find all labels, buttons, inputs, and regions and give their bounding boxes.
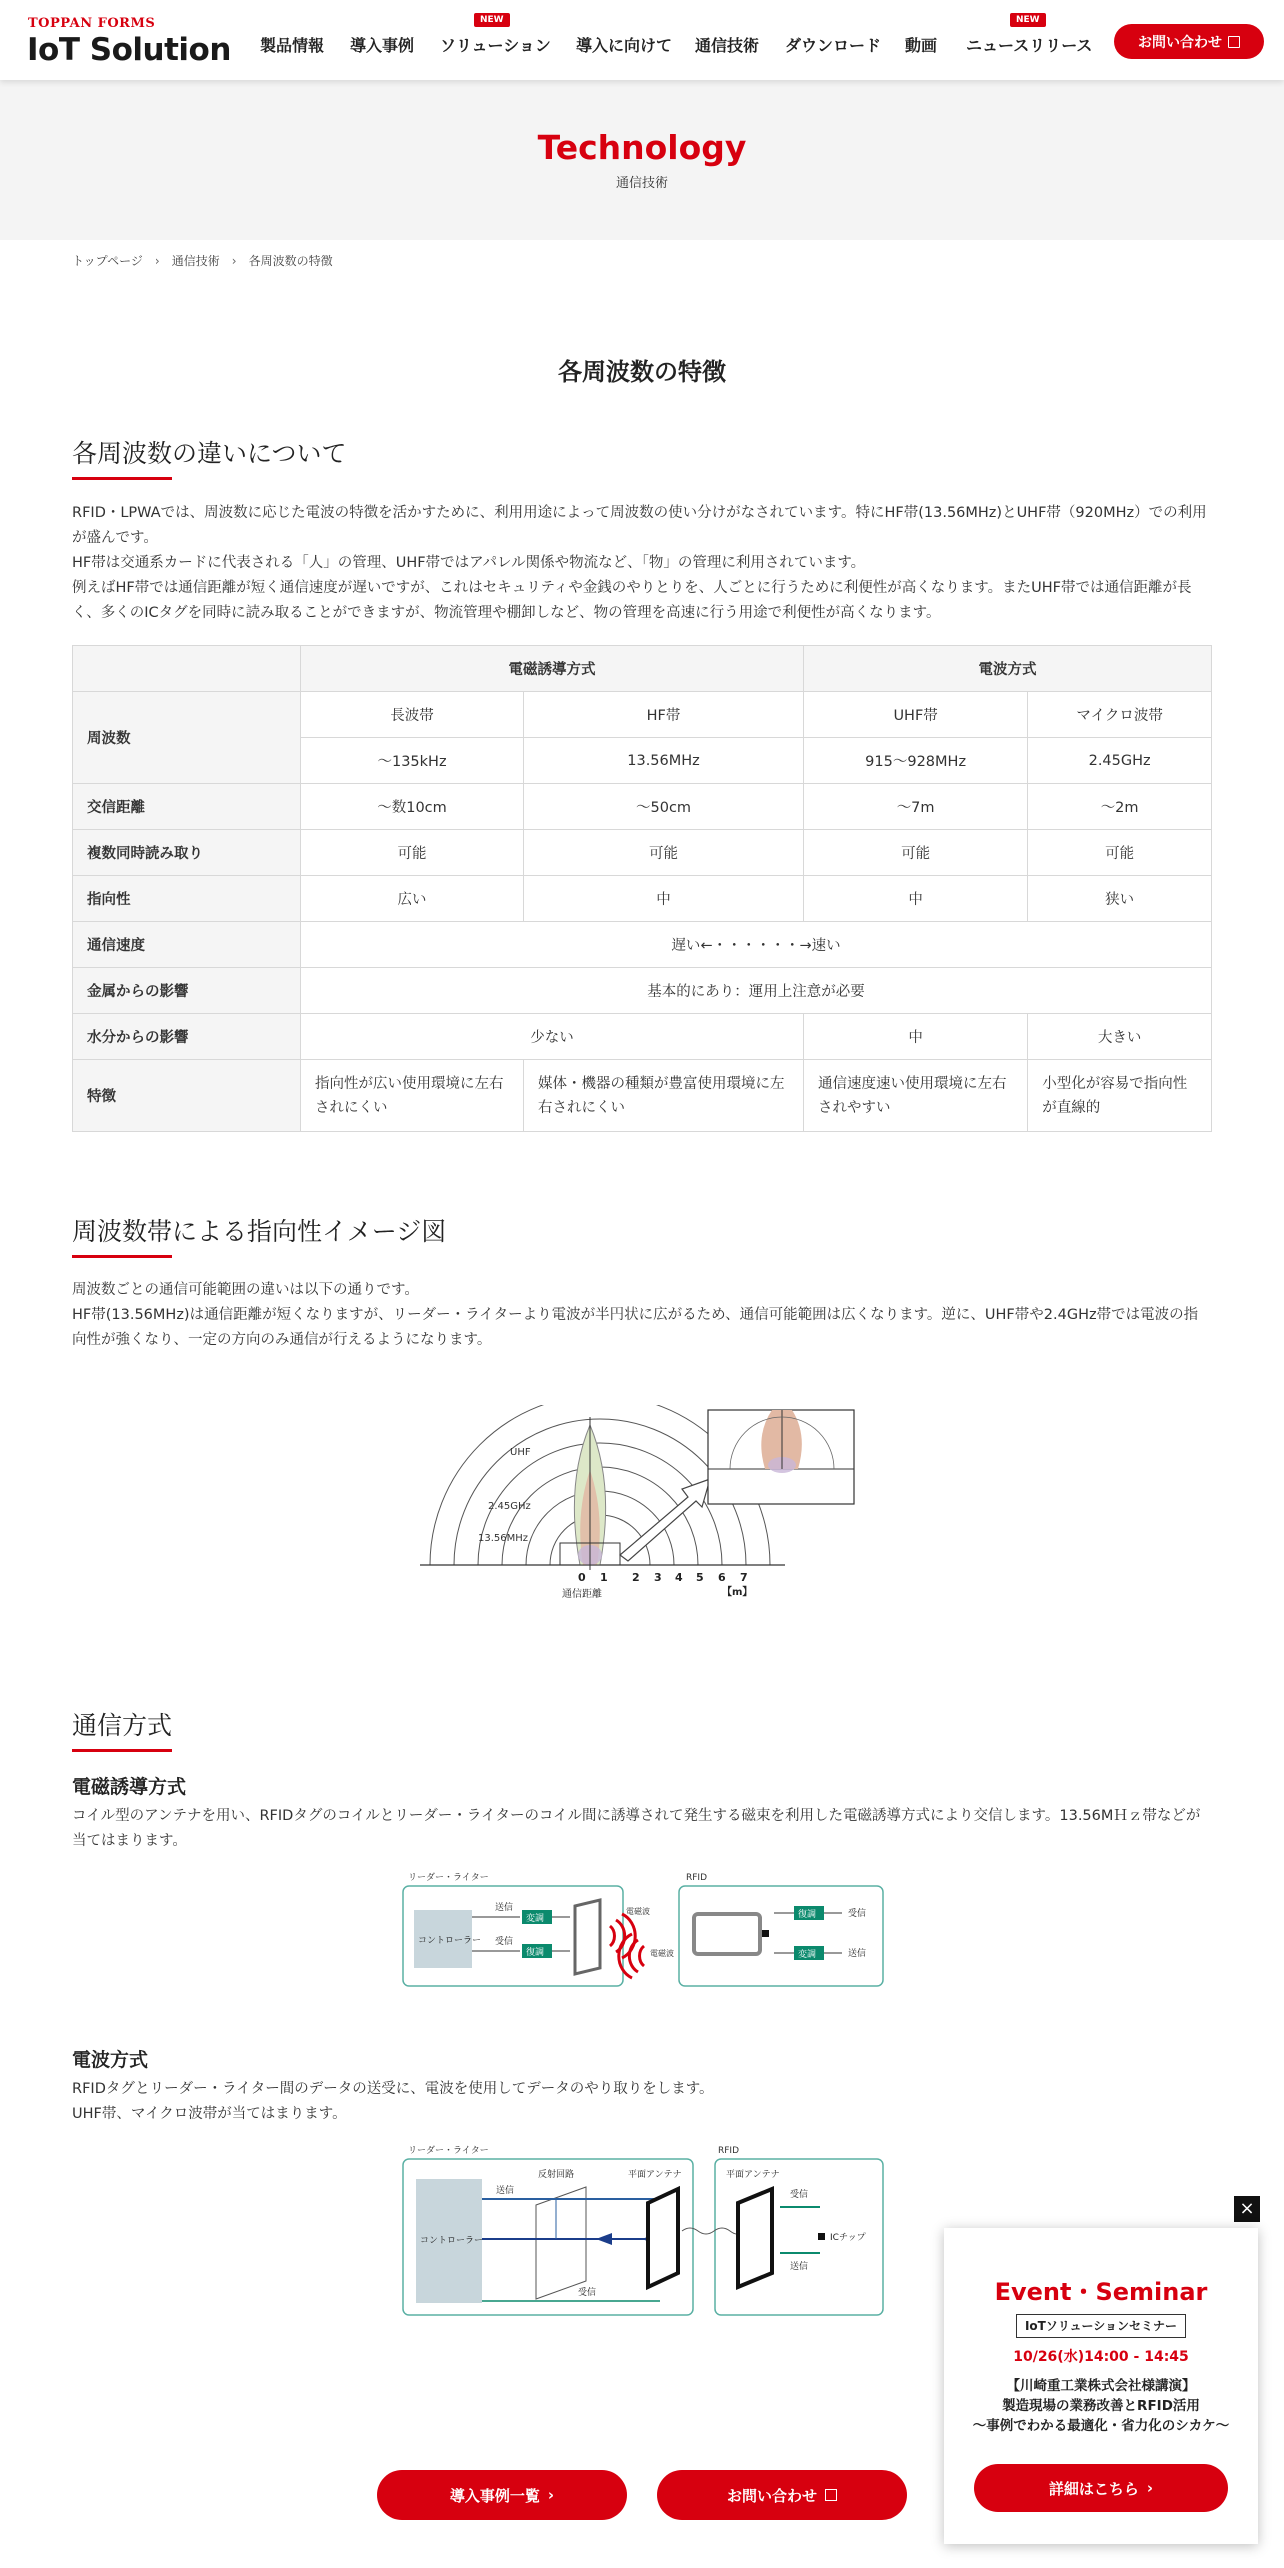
label-reader: リーダー・ライター bbox=[408, 2146, 489, 2156]
nav-technology[interactable]: 通信技術 bbox=[695, 36, 760, 55]
event-badge: IoTソリューションセミナー bbox=[1016, 2314, 1186, 2338]
case-list-label: 導入事例一覧 bbox=[449, 2486, 540, 2505]
paragraph-3: 例えばHF帯では通信距離が短く通信速度が遅いですが、これはセキュリティや金銭のやりとりを、人ごとに行うために利便性が高くなります。またUHF帯では通信距離が長く、多くのICタグを同時に読み取ることができますが、物流管理や棚卸しなど、物の管理を高速に行う用途で利便性が高くなります。 bbox=[72, 580, 1192, 621]
header-contact-button[interactable] bbox=[1114, 24, 1264, 59]
row-header-multi-read: 複数同時読み取り bbox=[73, 830, 301, 876]
event-title: Event・Seminar bbox=[994, 2278, 1208, 2306]
paragraph-1: 周波数ごとの通信可能範囲の違いは以下の通りです。 bbox=[72, 1282, 419, 1298]
nav-solutions[interactable]: ソリューション bbox=[440, 36, 551, 55]
window-icon bbox=[825, 2489, 837, 2501]
footer-contact-button[interactable] bbox=[657, 2470, 907, 2520]
breadcrumb-technology[interactable]: 通信技術 bbox=[171, 254, 220, 268]
label-245ghz: 2.45GHz bbox=[488, 1501, 531, 1512]
table-row bbox=[73, 968, 1212, 1014]
table-cell: 〜2m bbox=[1028, 784, 1212, 830]
table-cell: 可能 bbox=[524, 830, 804, 876]
row-header-directivity: 指向性 bbox=[73, 876, 301, 922]
event-description bbox=[964, 2376, 1238, 2436]
brand-top[interactable]: TOPPAN FORMS bbox=[28, 16, 156, 31]
label-mod: 変調 bbox=[798, 1950, 817, 1960]
label-recv: 受信 bbox=[848, 1909, 867, 1919]
table-row bbox=[73, 876, 1212, 922]
tick-label: 2 bbox=[632, 1571, 640, 1584]
directivity-diagram bbox=[420, 1405, 860, 1605]
tick-label: 0 bbox=[578, 1571, 586, 1584]
table-cell: 〜数10cm bbox=[301, 784, 524, 830]
label-recv: 受信 bbox=[790, 2190, 809, 2200]
table-row bbox=[73, 1060, 1212, 1132]
paragraph-2: UHF帯、マイクロ波帯が当てはまります。 bbox=[72, 2106, 347, 2122]
table-cell: 広い bbox=[301, 876, 524, 922]
row-header-speed: 通信速度 bbox=[73, 922, 301, 968]
row-header-features: 特徴 bbox=[73, 1060, 301, 1132]
nav-cases[interactable]: 導入事例 bbox=[350, 36, 415, 55]
row-header-frequency: 周波数 bbox=[73, 692, 301, 784]
section2-paragraph bbox=[72, 1278, 1212, 1353]
table-cell: 可能 bbox=[301, 830, 524, 876]
window-icon bbox=[1228, 36, 1240, 48]
table-cell: 基本的にあり：運用上注意が必要 bbox=[301, 968, 1212, 1014]
table-cell: 媒体・機器の種類が豊富使用環境に左右されにくい bbox=[524, 1060, 804, 1132]
hero-subtitle: 通信技術 bbox=[615, 176, 668, 191]
event-line-1: 【川崎重工業株式会社様講演】 bbox=[1006, 2378, 1196, 2394]
brand-logo[interactable]: IoT Solution bbox=[27, 32, 231, 68]
tick-label: 7 bbox=[740, 1571, 748, 1584]
label-em-wave: 電磁波 bbox=[626, 1907, 650, 1916]
group-em-induction: 電磁誘導方式 bbox=[301, 646, 804, 692]
label-recv: 受信 bbox=[495, 1937, 514, 1947]
unit-label: 【m】 bbox=[722, 1587, 753, 1598]
event-line-3: 〜事例でわかる最適化・省力化のシカケ〜 bbox=[972, 2418, 1230, 2434]
footer-contact-label: お問い合わせ bbox=[726, 2486, 817, 2505]
radio-paragraph bbox=[72, 2077, 1212, 2127]
label-uhf: UHF bbox=[510, 1447, 531, 1458]
subsection-radio: 電波方式 bbox=[72, 2049, 149, 2071]
page-title: 各周波数の特徴 bbox=[558, 358, 726, 386]
label-demod: 復調 bbox=[798, 1910, 817, 1920]
chevron-right-icon: › bbox=[1146, 2479, 1154, 2497]
table-cell: HF帯 bbox=[524, 692, 804, 738]
label-controller: コントローラー bbox=[420, 2236, 484, 2246]
breadcrumb bbox=[72, 252, 333, 269]
case-list-button[interactable] bbox=[377, 2470, 627, 2520]
table-row bbox=[73, 784, 1212, 830]
table-row bbox=[73, 692, 1212, 738]
nav-introduction[interactable]: 導入に向けて bbox=[576, 36, 673, 55]
row-header-water: 水分からの影響 bbox=[73, 1014, 301, 1060]
section1-paragraph bbox=[72, 501, 1212, 626]
hero-banner bbox=[0, 80, 1284, 240]
paragraph-2: HF帯は交通系カードに代表される「人」の管理、UHF帯ではアパレル関係や物流など、「物」の管理に利用されています。 bbox=[72, 555, 866, 571]
event-date: 10/26(水)14:00 - 14:45 bbox=[1013, 2349, 1189, 2365]
tick-label: 1 bbox=[600, 1571, 608, 1584]
label-demod: 復調 bbox=[526, 1948, 545, 1958]
label-send: 送信 bbox=[790, 2262, 809, 2272]
table-cell: 中 bbox=[804, 876, 1028, 922]
table-cell: 〜50cm bbox=[524, 784, 804, 830]
paragraph-1: RFID・LPWAでは、周波数に応じた電波の特徴を活かすために、利用用途によって周波数の使い分けがなされています。特にHF帯(13.56MHz)とUHF帯（920MHz）での利用が盛んです。 bbox=[72, 505, 1207, 546]
em-paragraph: コイル型のアンテナを用い、RFIDタグのコイルとリーダー・ライターのコイル間に誘導されて発生する磁束を利用した電磁誘導方式により交信します。13.56MＨｚ帯などが当てはまります。 bbox=[72, 1808, 1201, 1849]
axis-label: 通信距離 bbox=[562, 1589, 602, 1600]
section-title-communication: 通信方式 bbox=[72, 1706, 172, 1752]
chevron-right-icon: › bbox=[547, 2486, 555, 2504]
new-badge: NEW bbox=[1010, 13, 1046, 27]
new-badge: NEW bbox=[474, 13, 510, 27]
event-line-2: 製造現場の業務改善とRFID活用 bbox=[1002, 2398, 1200, 2414]
table-row bbox=[73, 922, 1212, 968]
subsection-em-induction: 電磁誘導方式 bbox=[72, 1776, 187, 1798]
site-header bbox=[0, 0, 1284, 80]
tick-label: 4 bbox=[675, 1571, 683, 1584]
table-cell: 〜135kHz bbox=[301, 738, 524, 784]
table-cell: 狭い bbox=[1028, 876, 1212, 922]
table-cell: 小型化が容易で指向性が直線的 bbox=[1028, 1060, 1212, 1132]
nav-products[interactable]: 製品情報 bbox=[260, 36, 325, 55]
breadcrumb-current: 各周波数の特徴 bbox=[248, 254, 333, 268]
tick-label: 6 bbox=[718, 1571, 726, 1584]
event-popup bbox=[944, 2228, 1258, 2544]
tick-label: 5 bbox=[696, 1571, 704, 1584]
table-cell: 大きい bbox=[1028, 1014, 1212, 1060]
label-mod: 変調 bbox=[526, 1914, 545, 1924]
event-details-button[interactable] bbox=[974, 2464, 1228, 2512]
table-cell: 長波帯 bbox=[301, 692, 524, 738]
label-em-wave: 電磁波 bbox=[650, 1949, 674, 1958]
chevron-right-icon: › bbox=[231, 253, 237, 268]
label-rfid: RFID bbox=[718, 2146, 740, 2156]
table-cell: 可能 bbox=[1028, 830, 1212, 876]
nav-news[interactable]: ニュースリリース bbox=[966, 36, 1093, 55]
table-cell: 指向性が広い使用環境に左右されにくい bbox=[301, 1060, 524, 1132]
table-cell: 少ない bbox=[301, 1014, 804, 1060]
table-cell: 2.45GHz bbox=[1028, 738, 1212, 784]
contact-label: お問い合わせ bbox=[1138, 34, 1222, 51]
breadcrumb-home[interactable]: トップページ bbox=[72, 254, 143, 268]
nav-video[interactable]: 動画 bbox=[905, 36, 938, 55]
label-rfid: RFID bbox=[686, 1873, 708, 1883]
label-reflect: 反射回路 bbox=[538, 2170, 575, 2180]
table-cell: 遅い←・・・・・・→速い bbox=[301, 922, 1212, 968]
label-send: 送信 bbox=[496, 2186, 515, 2196]
table-cell: 通信速度速い使用環境に左右されやすい bbox=[804, 1060, 1028, 1132]
table-header-row bbox=[73, 646, 1212, 692]
paragraph-2: HF帯(13.56MHz)は通信距離が短くなりますが、リーダー・ライターより電波が半円状に広がるため、通信可能範囲は広くなります。逆に、UHF帯や2.4GHz帯では電波の指向性が強くなり、一定の方向のみ通信が行えるようになります。 bbox=[72, 1307, 1199, 1348]
label-antenna: 平面アンテナ bbox=[628, 2170, 682, 2180]
table-cell: マイクロ波帯 bbox=[1028, 692, 1212, 738]
label-controller: コントローラー bbox=[418, 1936, 482, 1946]
frequency-comparison-table bbox=[72, 645, 1212, 1132]
table-cell: UHF帯 bbox=[804, 692, 1028, 738]
group-radio-wave: 電波方式 bbox=[804, 646, 1212, 692]
section-title-directivity: 周波数帯による指向性イメージ図 bbox=[72, 1212, 446, 1258]
table-cell: 中 bbox=[524, 876, 804, 922]
chevron-right-icon: › bbox=[154, 253, 160, 268]
table-cell: 可能 bbox=[804, 830, 1028, 876]
tick-label: 3 bbox=[654, 1571, 662, 1584]
paragraph-1: RFIDタグとリーダー・ライター間のデータの送受に、電波を使用してデータのやり取りをします。 bbox=[72, 2081, 714, 2097]
row-header-metal: 金属からの影響 bbox=[73, 968, 301, 1014]
table-row bbox=[73, 1014, 1212, 1060]
radio-wave-diagram bbox=[400, 2143, 888, 2323]
nav-download[interactable]: ダウンロード bbox=[785, 36, 882, 55]
label-send: 送信 bbox=[848, 1949, 867, 1959]
table-cell: 915〜928MHz bbox=[804, 738, 1028, 784]
row-header-distance: 交信距離 bbox=[73, 784, 301, 830]
label-recv: 受信 bbox=[578, 2288, 597, 2298]
label-1356mhz: 13.56MHz bbox=[478, 1533, 529, 1544]
label-reader: リーダー・ライター bbox=[408, 1873, 489, 1883]
table-row bbox=[73, 830, 1212, 876]
popup-close-button[interactable]: × bbox=[1234, 2196, 1260, 2222]
event-details-label: 詳細はこちら bbox=[1048, 2479, 1139, 2498]
table-cell: 13.56MHz bbox=[524, 738, 804, 784]
table-cell: 中 bbox=[804, 1014, 1028, 1060]
label-antenna: 平面アンテナ bbox=[726, 2170, 780, 2180]
label-send: 送信 bbox=[495, 1903, 514, 1913]
table-cell: 〜7m bbox=[804, 784, 1028, 830]
em-induction-diagram bbox=[400, 1870, 888, 1992]
label-chip: ICチップ bbox=[830, 2233, 866, 2243]
section-title-frequency-differences: 各周波数の違いについて bbox=[72, 434, 347, 480]
hero-title: Technology bbox=[537, 128, 747, 167]
